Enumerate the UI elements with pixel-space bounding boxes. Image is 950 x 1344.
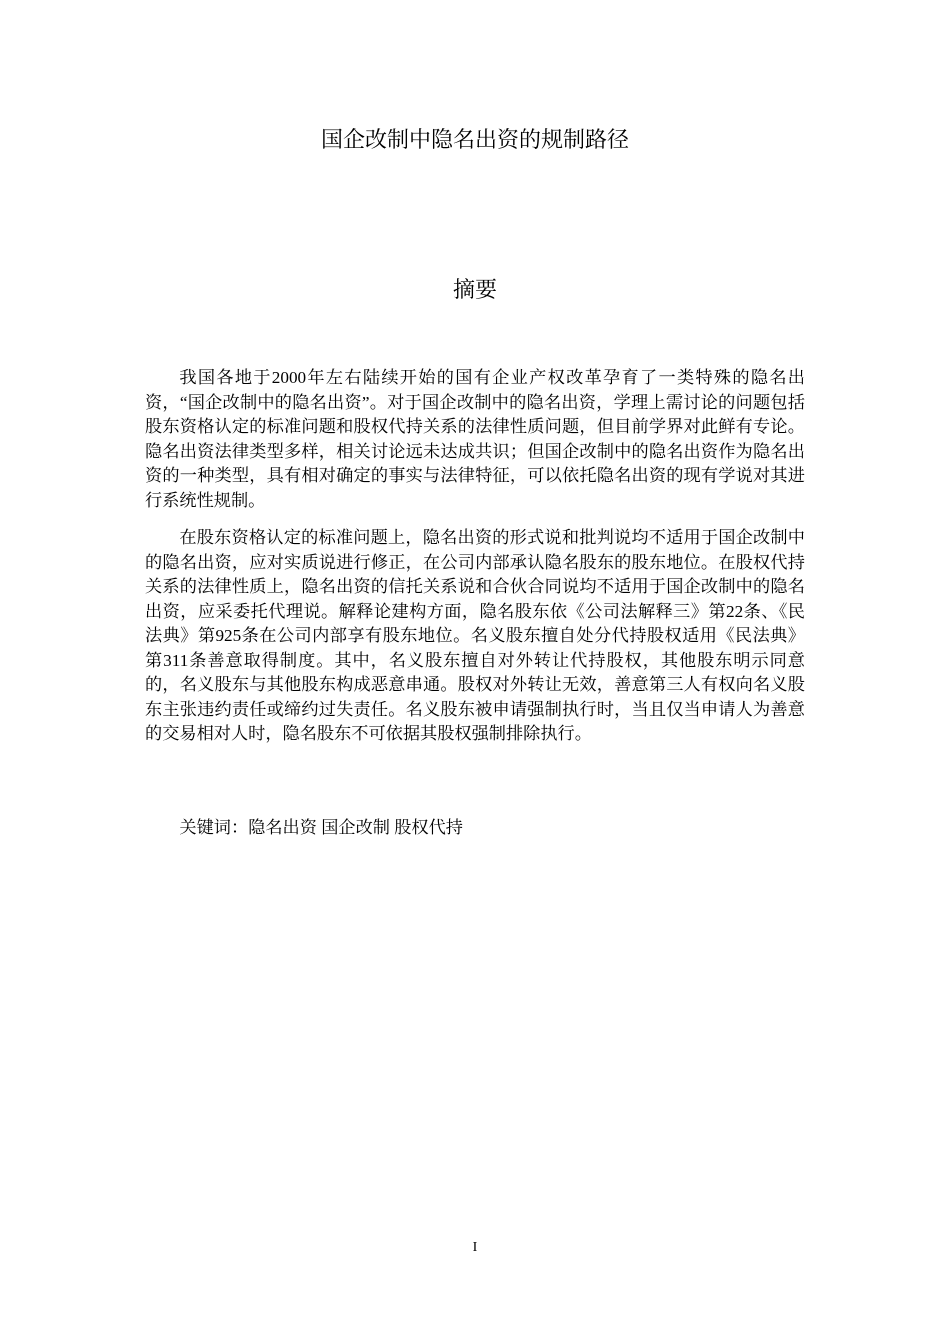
document-title: 国企改制中隐名出资的规制路径 (320, 128, 629, 153)
page-number: I (472, 1240, 478, 1255)
abstract-heading: 摘要 (452, 278, 497, 303)
keywords-line: 关键词：隐名出资 国企改制 股权代持 (179, 818, 463, 837)
abstract-paragraph-1: 我国各地于2000年左右陆续开始的国有企业产权改革孕育了一类特殊的隐名出资，“国企改制中的隐名出资”。对于国企改制中的隐名出资，学理上需讨论的问题包括股东资格认定的标准问题和股权代持关系的法律性质问题，但目前学界对此鲜有专论。隐名出资法律类型多样，相关讨论远未达成共识；但国企改制中的隐名出资作为隐名出资的一种类型，具有相对确定的事实与法律特征，可以依托隐名出资的现有学说对其进行系统性规制。 (145, 368, 805, 510)
abstract-paragraph-2: 在股东资格认定的标准问题上，隐名出资的形式说和批判说均不适用于国企改制中的隐名出资，应对实质说进行修正，在公司内部承认隐名股东的股东地位。在股权代持关系的法律性质上，隐名出资的信托关系说和合伙合同说均不适用于国企改制中的隐名出资，应采委托代理说。解释论建构方面，隐名股东依《公司法解释三》第22条、《民法典》第925条在公司内部享有股东地位。名义股东擅自处分代持股权适用《民法典》第311条善意取得制度。其中，名义股东擅自对外转让代持股权，其他股东明示同意的，名义股东与其他股东构成恶意串通。股权对外转让无效，善意第三人有权向名义股东主张违约责任或缔约过失责任。名义股东被申请强制执行时，当且仅当申请人为善意的交易相对人时，隐名股东不可依据其股权强制排除执行。 (145, 528, 805, 743)
